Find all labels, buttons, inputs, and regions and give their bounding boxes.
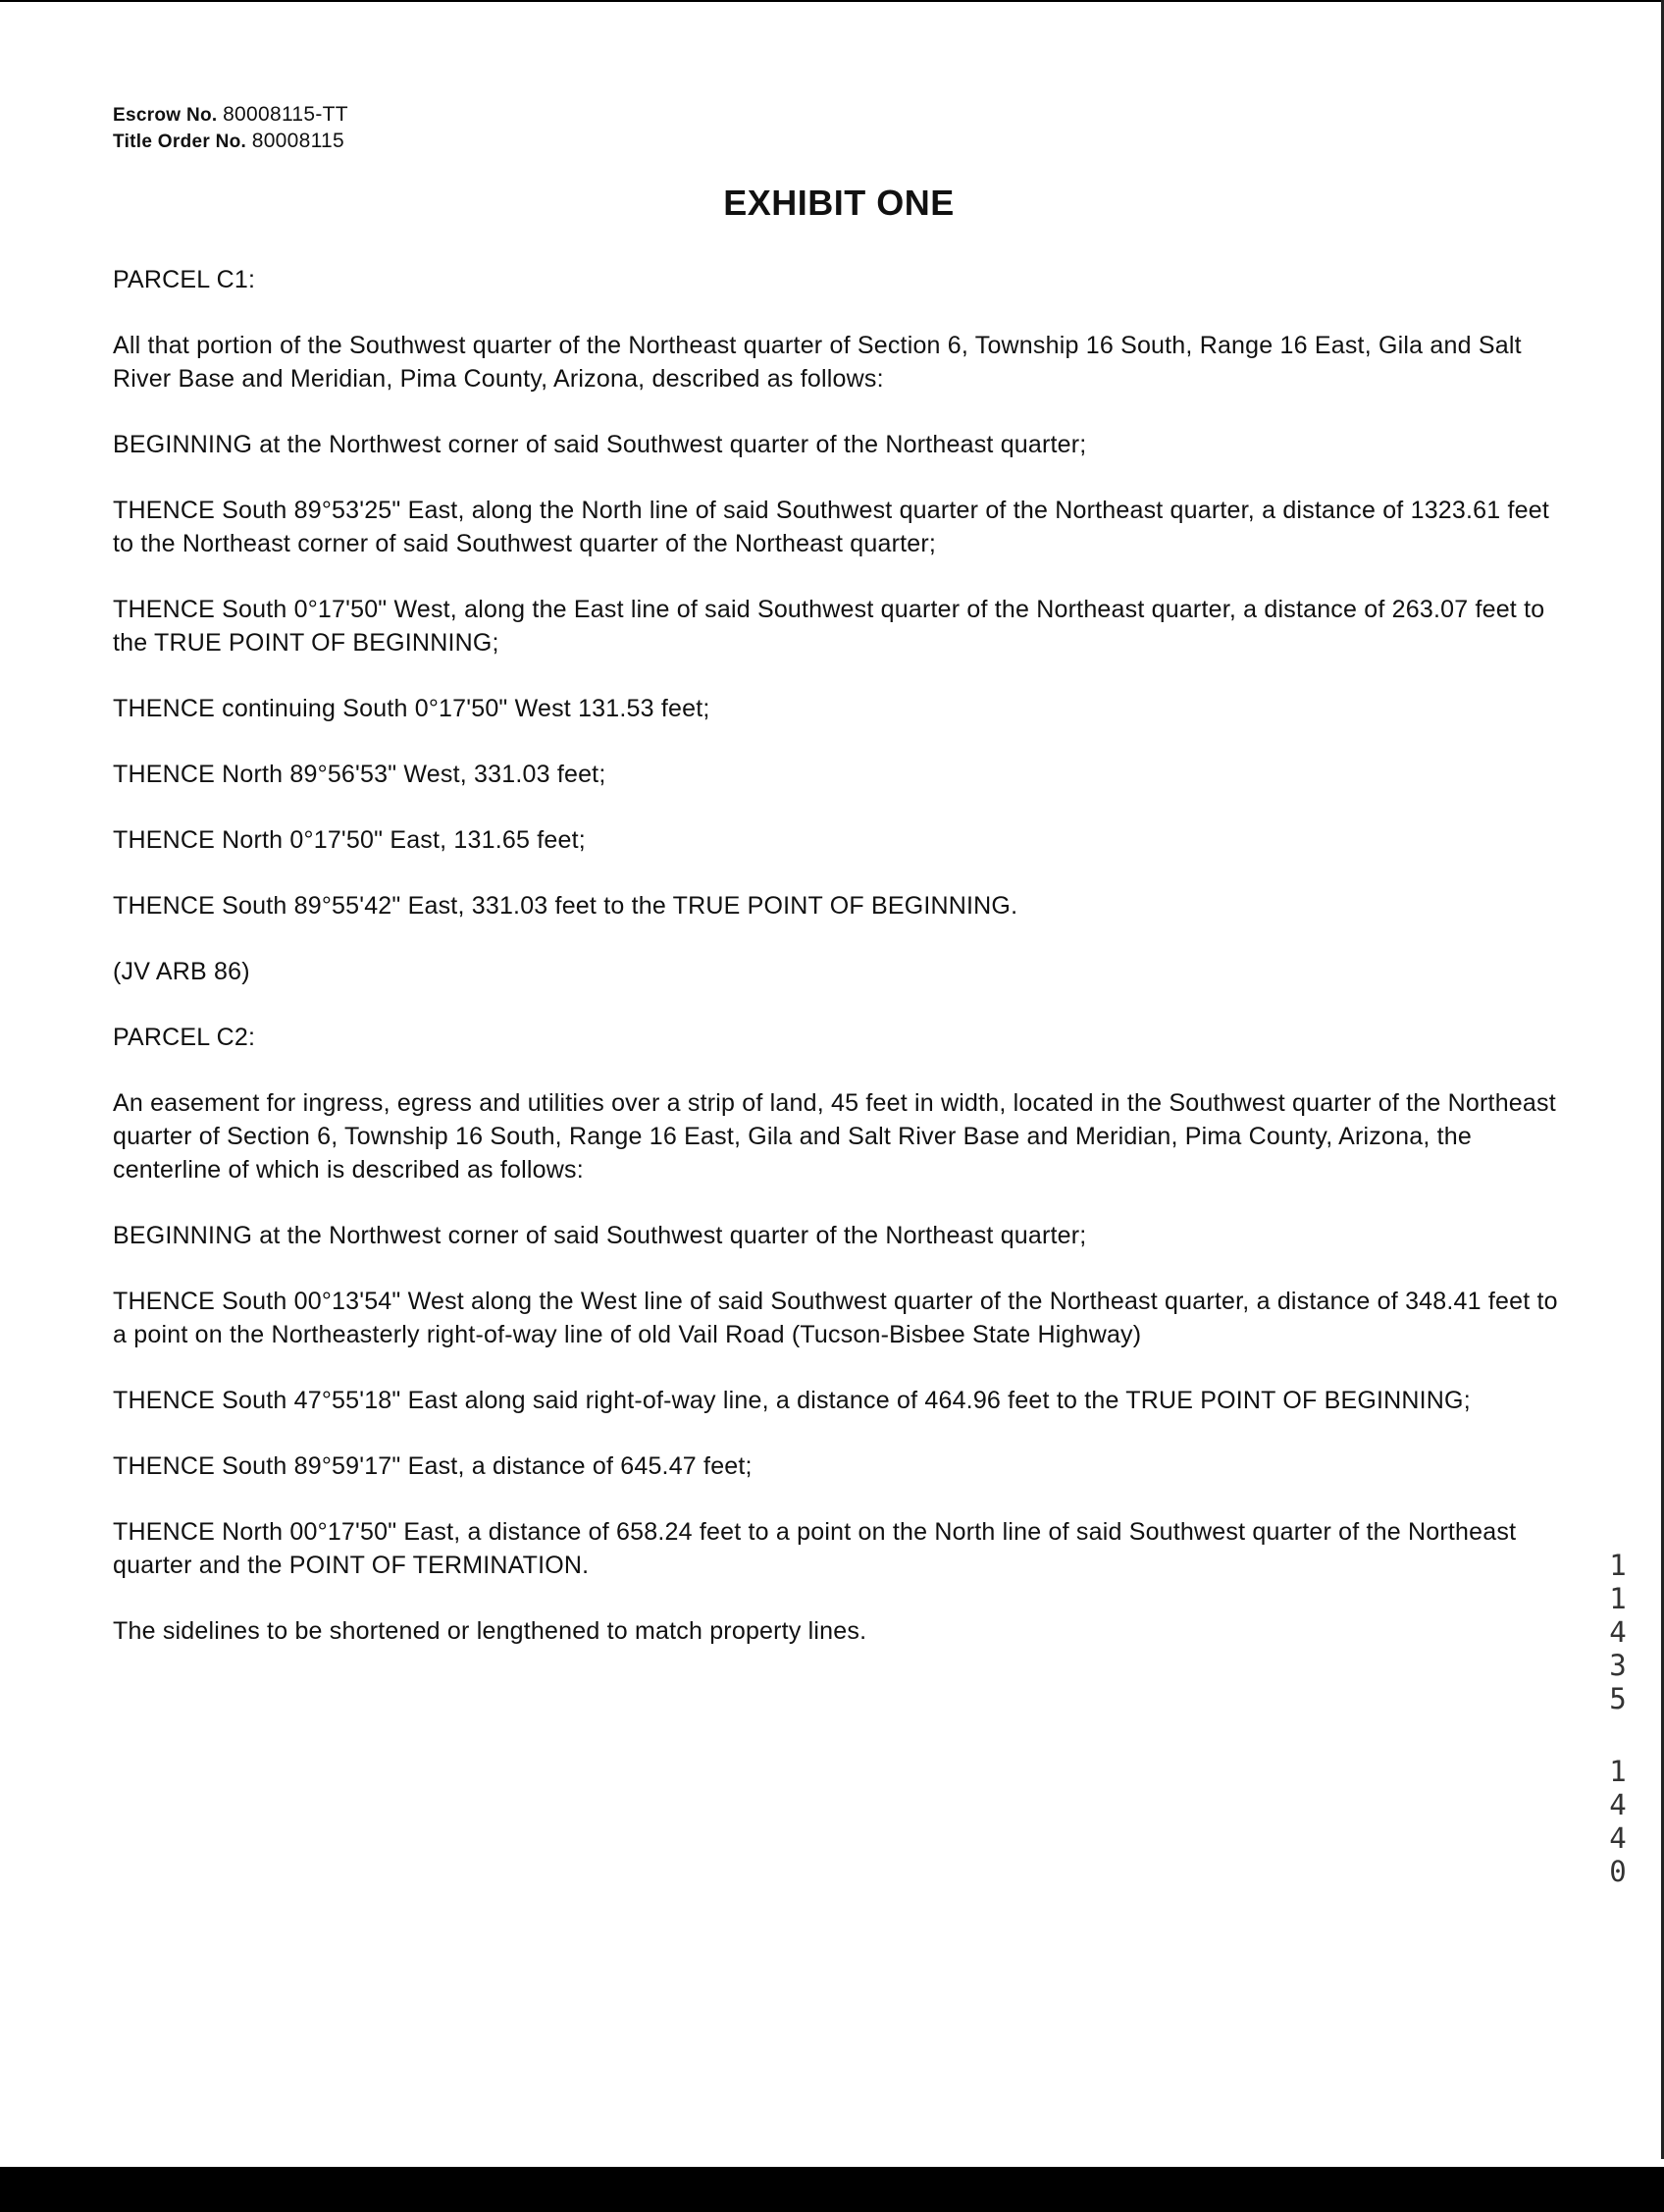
escrow-number: 80008115-TT — [223, 103, 348, 126]
parcel-c2-paragraph: THENCE South 89°59'17" East, a distance of 645.47 feet; — [113, 1452, 753, 1480]
top-border — [0, 0, 1664, 2]
stamp-digit: 4 — [1609, 1821, 1627, 1855]
margin-stamp — [1603, 1549, 1633, 1888]
parcel-c1-reference: (JV ARB 86) — [113, 958, 250, 985]
stamp-digit: 4 — [1609, 1788, 1627, 1821]
stamp-digit: 1 — [1609, 1755, 1627, 1788]
parcel-c1-paragraph: THENCE South 89°53'25" East, along the North line of said Southwest quarter of the Northeast quarter, a distance of 1323.61 feet to the Northeast corner of said Southwest quarter of the Northeast quarter; — [113, 497, 1550, 557]
parcel-c1-heading: PARCEL C1: — [113, 266, 256, 293]
bottom-scan-border — [0, 2167, 1664, 2212]
parcel-c2-paragraph: An easement for ingress, egress and utilities over a strip of land, 45 feet in width, located in the Southwest quarter of the Northeast quarter of Section 6, Township 16 South, Range 16 East, Gila and Salt River Base and Meridian, Pima County, Arizona, the centerline of which is described as follows: — [113, 1089, 1556, 1184]
title-order-label: Title Order No. — [113, 132, 247, 152]
parcel-c1-paragraph: THENCE South 0°17'50" West, along the East line of said Southwest quarter of the Northeast quarter, a distance of 263.07 feet to the TRUE POINT OF BEGINNING; — [113, 596, 1545, 657]
parcel-c1-paragraph: All that portion of the Southwest quarter of the Northeast quarter of Section 6, Township 16 South, Range 16 East, Gila and Salt River Base and Meridian, Pima County, Arizona, described as follows: — [113, 332, 1522, 393]
parcel-c2-paragraph: The sidelines to be shortened or lengthened to match property lines. — [113, 1617, 867, 1645]
parcel-c2-heading: PARCEL C2: — [113, 1024, 256, 1051]
escrow-label: Escrow No. — [113, 105, 218, 126]
stamp-digit: 0 — [1609, 1855, 1627, 1888]
title-order-line — [113, 129, 348, 155]
stamp-digit: 1 — [1609, 1549, 1627, 1582]
escrow-line — [113, 102, 348, 129]
parcel-c2-paragraph: THENCE North 00°17'50" East, a distance of 658.24 feet to a point on the North line of said Southwest quarter of the Northeast quarter and the POINT OF TERMINATION. — [113, 1518, 1517, 1579]
document-body — [113, 263, 1575, 1680]
parcel-c1-paragraph: THENCE South 89°55'42" East, 331.03 feet to the TRUE POINT OF BEGINNING. — [113, 892, 1018, 920]
page-title: EXHIBIT ONE — [723, 183, 955, 223]
title-order-number: 80008115 — [251, 130, 344, 152]
stamp-digit: 3 — [1609, 1649, 1627, 1682]
parcel-c1-paragraph: BEGINNING at the Northwest corner of said Southwest quarter of the Northeast quarter; — [113, 431, 1087, 458]
parcel-c2-paragraph: THENCE South 00°13'54" West along the West line of said Southwest quarter of the Northeast quarter, a distance of 348.41 feet to a point on the Northeasterly right-of-way line of old Vail Road (Tucson-Bisbee State Highway) — [113, 1288, 1558, 1348]
stamp-digit: 5 — [1609, 1682, 1627, 1715]
document-header — [113, 102, 348, 155]
stamp-digit: 4 — [1609, 1615, 1627, 1649]
parcel-c1-paragraph: THENCE North 89°56'53" West, 331.03 feet; — [113, 761, 606, 788]
parcel-c2-paragraph: BEGINNING at the Northwest corner of said Southwest quarter of the Northeast quarter; — [113, 1222, 1087, 1249]
parcel-c2-paragraph: THENCE South 47°55'18" East along said right-of-way line, a distance of 464.96 feet to the TRUE POINT OF BEGINNING; — [113, 1387, 1471, 1414]
parcel-c1-paragraph: THENCE North 0°17'50" East, 131.65 feet; — [113, 826, 586, 854]
stamp-gap — [1603, 1715, 1633, 1755]
parcel-c1-paragraph: THENCE continuing South 0°17'50" West 131.53 feet; — [113, 695, 710, 722]
stamp-digit: 1 — [1609, 1582, 1627, 1615]
